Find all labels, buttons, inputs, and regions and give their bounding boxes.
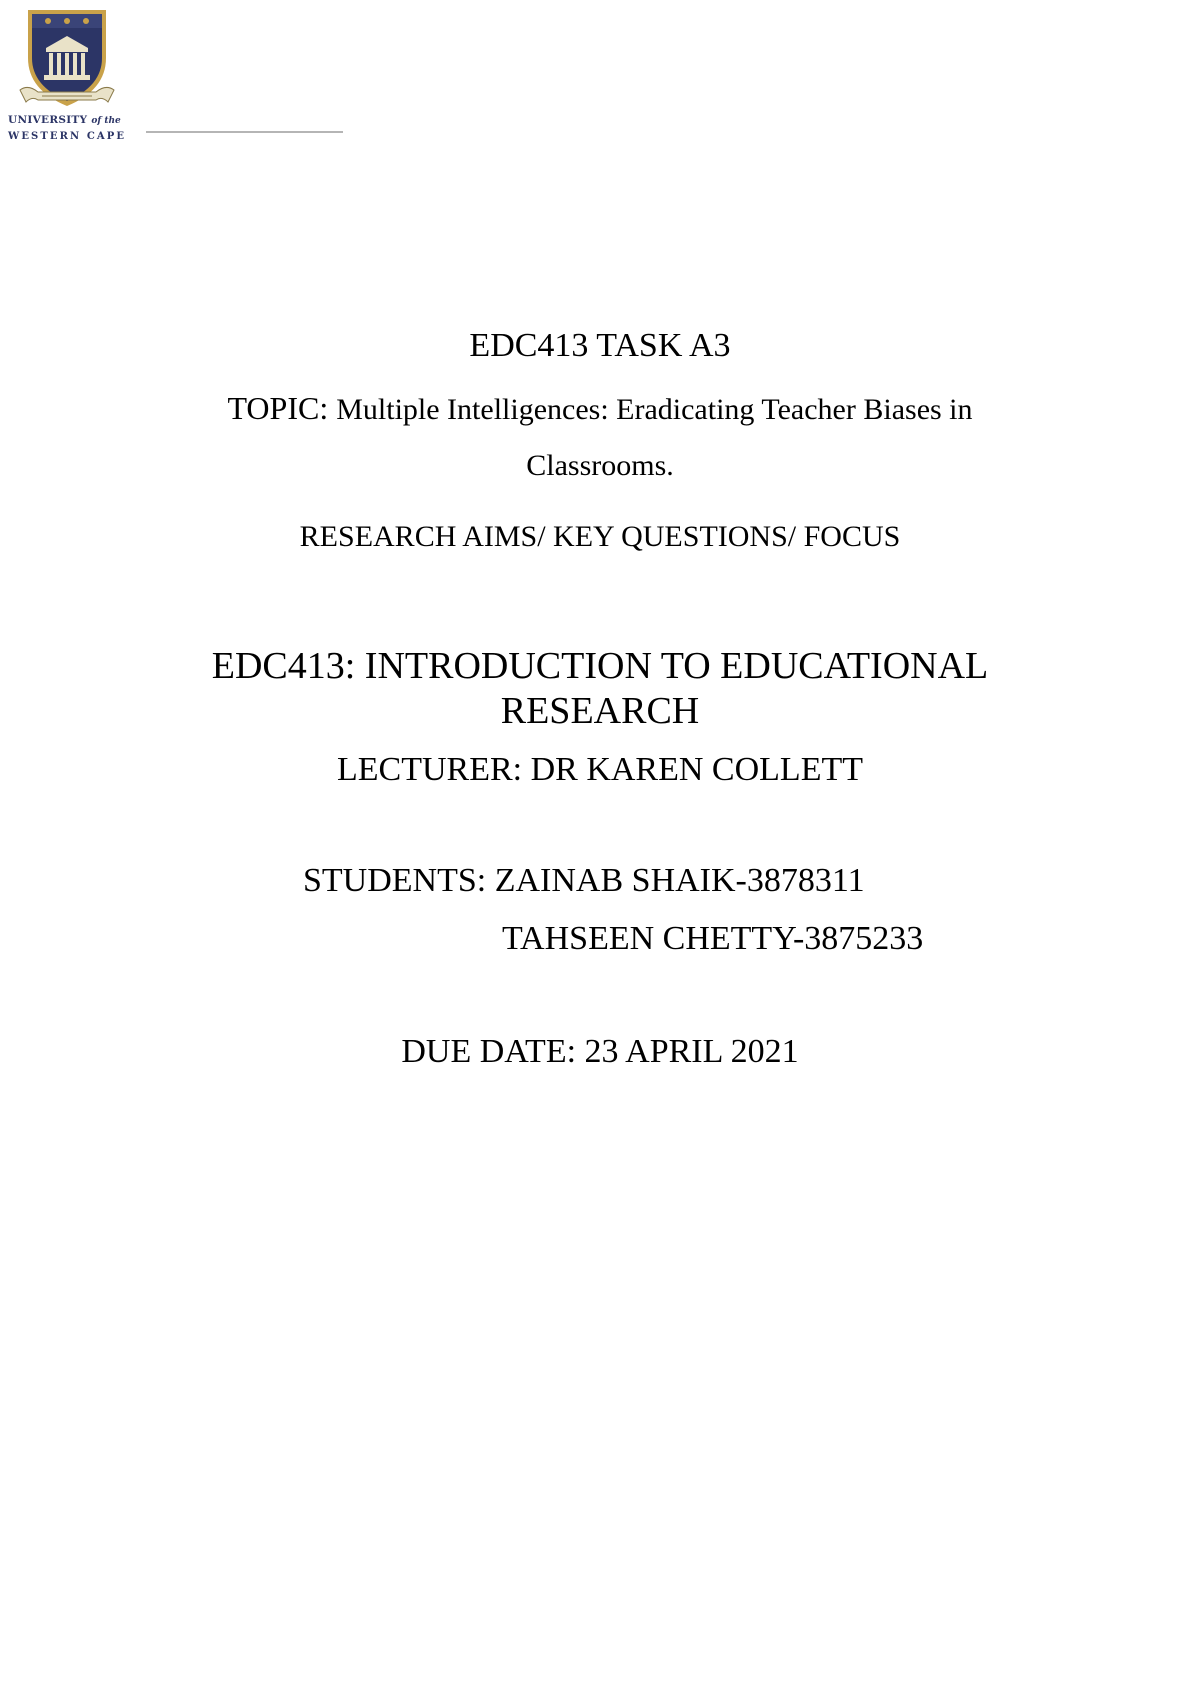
students-line (303, 860, 865, 902)
course-title (0, 644, 1200, 734)
research-aims-heading: RESEARCH AIMS/ KEY QUESTIONS/ FOCUS (299, 520, 901, 553)
topic-label: TOPIC: (227, 390, 329, 426)
student-2: TAHSEEN CHETTY-3875233 (502, 920, 924, 957)
topic-line (0, 388, 1200, 430)
university-name-of-the: of the (91, 116, 121, 126)
course-title-line1: EDC413: INTRODUCTION TO EDUCATIONAL (211, 645, 989, 687)
student-1: ZAINAB SHAIK-3878311 (494, 862, 865, 899)
crest-emblem-icon (8, 6, 126, 112)
course-title-line2: RESEARCH (500, 690, 700, 732)
topic-text: Multiple Intelligences: Eradicating Teacher Biases in (336, 393, 973, 426)
university-name-line1: UNIVERSITY (8, 114, 88, 126)
due-date: DUE DATE: 23 APRIL 2021 (401, 1033, 799, 1070)
students-label: STUDENTS: (303, 862, 487, 899)
task-title: EDC413 TASK A3 (469, 327, 731, 364)
university-name-line2: WESTERN CAPE (8, 131, 127, 142)
header-divider (146, 131, 343, 133)
lecturer-name: LECTURER: DR KAREN COLLETT (336, 751, 864, 788)
topic-text-continued: Classrooms. (526, 449, 674, 482)
university-name (8, 113, 128, 144)
